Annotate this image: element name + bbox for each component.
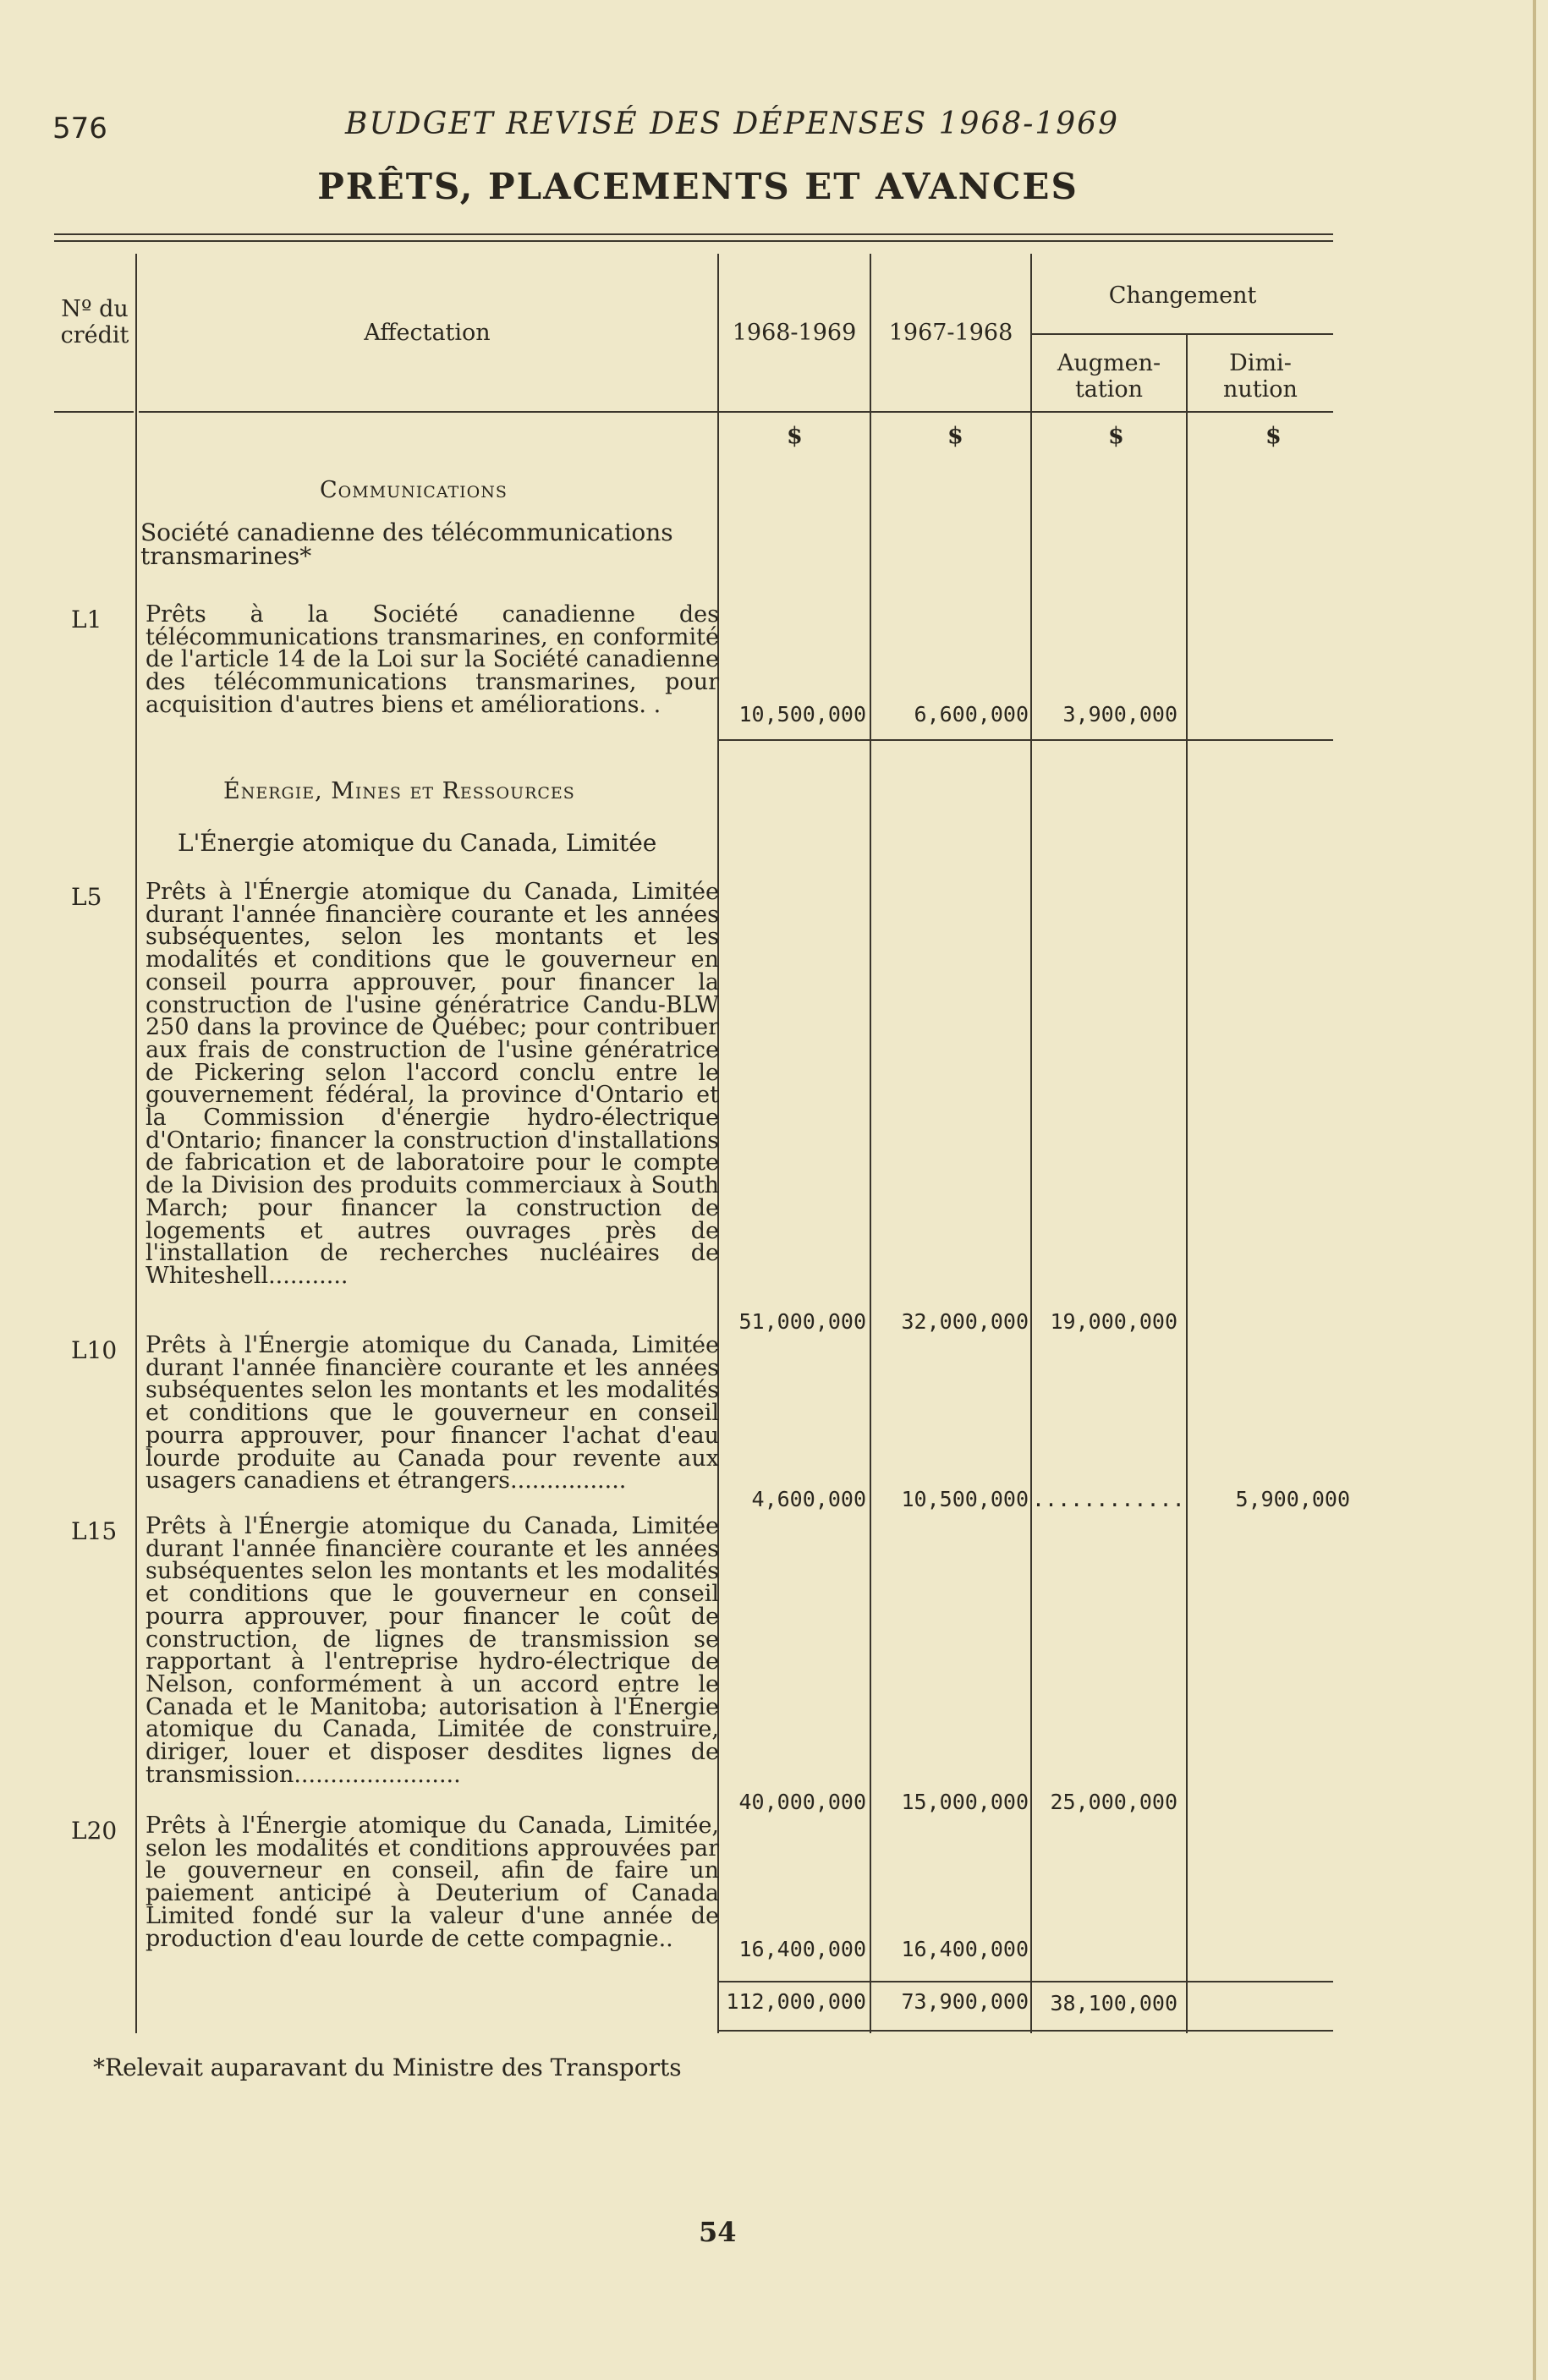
amount-increase: 19,000,000 bbox=[1050, 1309, 1177, 1334]
vote-number: L5 bbox=[71, 883, 102, 911]
category-heading: Communications bbox=[320, 477, 508, 503]
total-bottom-rule bbox=[719, 2030, 1333, 2032]
currency-increase: $ bbox=[1108, 423, 1124, 449]
vote-number: L10 bbox=[71, 1336, 118, 1364]
amount-decrease: 5,900,000 bbox=[1235, 1487, 1350, 1511]
total-1967: 73,900,000 bbox=[901, 1989, 1029, 2014]
running-header: BUDGET REVISÉ DES DÉPENSES 1968-1969 bbox=[345, 107, 1119, 141]
change-subrule bbox=[1030, 333, 1333, 335]
total-rule bbox=[719, 1981, 1333, 1982]
section-title: PRÊTS, PLACEMENTS ET AVANCES bbox=[317, 166, 1079, 207]
top-rule-2 bbox=[54, 240, 1333, 242]
amount-1968: 10,500,000 bbox=[738, 702, 866, 727]
organization-heading: Société canadienne des télécommunications transmarines* bbox=[140, 518, 673, 570]
col-header-vote-text: Nº du crédit bbox=[60, 296, 129, 348]
footnote: *Relevait auparavant du Ministre des Transports bbox=[93, 2054, 682, 2081]
row-description: Prêts à la Société canadienne des télécommunications transmarines, en conformité de l'article 14 de la Loi sur la Société canadienne des télécommunications transmarines, pour acquisition d'autres biens et améliorations. . bbox=[145, 601, 719, 718]
category-heading: Énergie, Mines et Ressources bbox=[223, 778, 575, 804]
row-description: Prêts à l'Énergie atomique du Canada, Limitée, selon les modalités et conditions approuvées par le gouverneur en conseil, afin de faire un paiement anticipé à Deuterium of Canada Limited fondé sur la valeur d'une année de production d'eau lourde de cette compagnie.. bbox=[145, 1812, 719, 1952]
row-description: Prêts à l'Énergie atomique du Canada, Limitée durant l'année financière courante et les années subséquentes, selon les montants et les modalités et conditions que le gouverneur en conseil pourra approuver, pour financer la construction de l'usine génératrice Candu-BLW 250 dans la province de Québec; pour contribuer aux frais de construction de l'usine génératrice de Pickering selon l'accord conclu entre le gouvernement fédéral, la province d'Ontario et la Commission d'énergie hydro-électrique d'Ontario; financer la construction d'installations de fabrication et de laboratoire pour le compte de la Division des produits commerciaux à South March; pour financer la construction de logements et autres ouvrages près de l'installation de recherches nucléaires de Whiteshell........... bbox=[145, 879, 719, 1289]
section-subtotal-rule bbox=[719, 739, 1333, 741]
amount-1967: 15,000,000 bbox=[901, 1790, 1029, 1814]
amount-1967: 32,000,000 bbox=[901, 1309, 1029, 1334]
total-increase: 38,100,000 bbox=[1050, 1991, 1177, 2015]
col-header-1968: 1968-1969 bbox=[732, 320, 857, 346]
vote-number: L20 bbox=[71, 1817, 118, 1845]
page-number: 576 bbox=[52, 112, 107, 145]
top-rule bbox=[54, 233, 1333, 235]
year1-col-divider bbox=[870, 254, 871, 2033]
col-header-affectation: Affectation bbox=[364, 320, 491, 346]
header-rule-vote bbox=[54, 411, 134, 413]
col-header-decrease: Dimi- nution bbox=[1223, 350, 1298, 403]
amount-1967: 6,600,000 bbox=[914, 702, 1029, 727]
amount-1967: 10,500,000 bbox=[901, 1487, 1029, 1511]
year2-col-divider bbox=[1030, 254, 1032, 2033]
row-description: Prêts à l'Énergie atomique du Canada, Limitée durant l'année financière courante et les années subséquentes selon les montants et les modalités et conditions que le gouverneur en conseil pourra approuver, pour financer l'achat d'eau lourde produite au Canada pour revente aux usagers canadiens et étrangers................ bbox=[145, 1332, 719, 1494]
amount-1967: 16,400,000 bbox=[901, 1937, 1029, 1961]
amount-increase: 3,900,000 bbox=[1062, 702, 1177, 727]
row-description: Prêts à l'Énergie atomique du Canada, Limitée durant l'année financière courante et les années subséquentes selon les montants et les modalités et conditions que le gouverneur en conseil pourra approuver, pour financer le coût de construction, de lignes de transmission se rapportant à l'entreprise hydro-électrique de Nelson, conformément à un accord entre le Canada et le Manitoba; autorisation à l'Énergie atomique du Canada, Limitée de construire, diriger, louer et disposer desdites lignes de transmission....................... bbox=[145, 1513, 719, 1788]
header-rule bbox=[139, 411, 1333, 413]
vote-col-divider bbox=[135, 254, 137, 2033]
total-1968: 112,000,000 bbox=[726, 1989, 866, 2014]
col-header-1967: 1967-1968 bbox=[888, 320, 1013, 346]
currency-1967: $ bbox=[947, 423, 963, 449]
amount-1968: 40,000,000 bbox=[738, 1790, 866, 1814]
amount-1968: 16,400,000 bbox=[738, 1937, 866, 1961]
amount-1968: 4,600,000 bbox=[751, 1487, 866, 1511]
footer-page-number: 54 bbox=[699, 2216, 737, 2248]
amount-1968: 51,000,000 bbox=[738, 1309, 866, 1334]
vote-number: L15 bbox=[71, 1517, 118, 1545]
increase-col-divider bbox=[1186, 333, 1188, 2033]
amount-increase: ............ bbox=[1032, 1487, 1185, 1511]
col-header-increase: Augmen- tation bbox=[1057, 350, 1161, 403]
col-header-change: Changement bbox=[1108, 282, 1257, 309]
col-header-vote bbox=[54, 296, 135, 348]
currency-decrease: $ bbox=[1265, 423, 1282, 449]
organization-heading: L'Énergie atomique du Canada, Limitée bbox=[178, 829, 657, 857]
vote-number: L1 bbox=[71, 606, 102, 633]
currency-1968: $ bbox=[787, 423, 803, 449]
amount-increase: 25,000,000 bbox=[1050, 1790, 1177, 1814]
page-edge bbox=[1533, 0, 1536, 2380]
